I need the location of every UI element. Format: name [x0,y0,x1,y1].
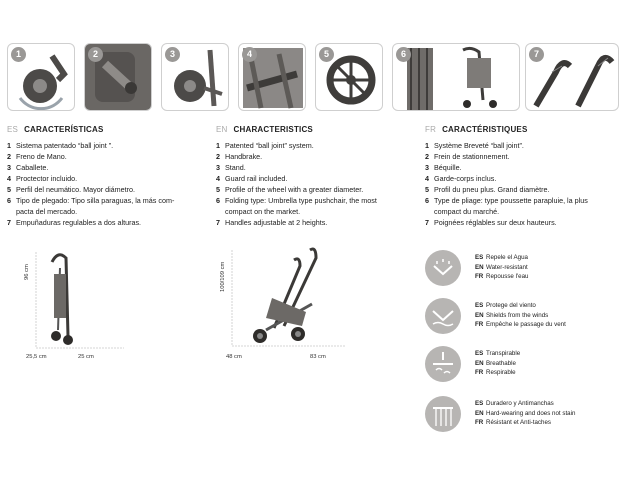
column-title: CARACTÉRISTIQUES [442,125,528,134]
column-title: CARACTERÍSTICAS [24,125,104,134]
list-item: 2 Frein de stationnement. [425,152,510,161]
feature-line: ES Repele el Agua [475,254,528,261]
column-fr [425,125,625,228]
list-item: 2 Freno de Mano. [7,152,67,161]
column-heading [216,125,416,134]
feature-thumbnails [7,43,619,111]
durable-icon [425,396,461,432]
thumb-number: 3 [165,47,180,62]
thumb-number: 2 [88,47,103,62]
lang-code: ES [7,125,19,134]
thumb-handbrake [84,43,152,111]
open-width-label: 48 cm [226,354,242,360]
folded-stroller-icon [393,44,520,111]
column-title: CHARACTERISTICS [233,125,313,134]
thumb-number: 7 [529,47,544,62]
thumb-ball-joint [7,43,75,111]
list-item: 4 Proctector incluido. [7,174,78,183]
list-item: 5 Profile of the wheel with a greater diameter. [216,185,364,194]
folded-depth-label: 25,5 cm [26,354,47,360]
column-es [7,125,207,228]
thumb-number: 4 [242,47,257,62]
feature-line: ES Duradero y Antimanchas [475,400,554,407]
open-height-label: 100/109 cm [220,261,226,292]
thumb-number: 5 [319,47,334,62]
list-item: 5 Perfil del neumático. Mayor diámetro. [7,185,136,194]
list-item: 7 Handles adjustable at 2 heights. [216,218,328,227]
thumb-wheel-profile [315,43,383,111]
feature-line: FR Repousse l'eau [475,273,529,280]
list-item: 1 Sistema patentado “ball joint ”. [7,141,114,150]
column-heading [425,125,625,134]
column-heading [7,125,207,134]
feature-line: FR Résistant et Anti-taches [475,419,552,426]
thumb-stand [161,43,229,111]
lang-code: EN [216,125,228,134]
folded-width-label: 25 cm [78,354,94,360]
feature-line: EN Breathable [475,359,516,367]
list-item: 1 Système Breveté “ball joint”. [425,141,524,150]
open-stroller-drawing [226,246,376,368]
feature-line: FR Empêche le passage du vent [475,321,566,328]
wind-shield-icon [425,298,461,334]
feature-line: EN Water-resistant [475,263,528,271]
list-item: 6 Folding type: Umbrella type pushchair, the most [216,196,377,205]
feature-line: ES Transpirable [475,350,521,357]
list-item: 4 Guard rail included. [216,174,288,183]
feature-line: EN Hard-wearing and does not stain [475,409,576,417]
thumb-folded [392,43,520,111]
lang-code: FR [425,125,437,134]
feature-water-resistant [425,250,615,286]
list-item: 3 Béquille. [425,163,462,172]
feature-list [425,140,625,228]
folded-stroller-drawing [24,248,134,368]
feature-breathable [425,346,615,382]
feature-durable [425,396,615,432]
list-item: 3 Caballete. [7,163,49,172]
list-item: 7 Poignées réglables sur deux hauteurs. [425,218,557,227]
thumb-guard-rail [238,43,306,111]
list-item: 7 Empuñaduras regulables a dos alturas. [7,218,142,227]
list-item: 2 Handbrake. [216,152,263,161]
list-item: pacta del mercado. [16,207,78,216]
thumb-number: 6 [396,47,411,62]
list-item: 3 Stand. [216,163,246,172]
list-item: 4 Garde-corps inclus. [425,174,497,183]
thumb-handles [525,43,619,111]
feature-line: FR Respirable [475,369,516,376]
list-item: 6 Tipo de plegado: Tipo silla paraguas, la más com- [7,196,175,205]
feature-line: ES Protege del viento [475,302,536,309]
list-item: 5 Profil du pneu plus. Grand diamètre. [425,185,550,194]
list-item: 6 Type de pliage: type poussette parapluie, la plus [425,196,588,205]
folded-height-label: 96 cm [24,264,30,280]
list-item: 1 Patented “ball joint” system. [216,141,314,150]
feature-wind-shield [425,298,615,334]
column-en [216,125,416,228]
water-drop-icon [425,250,461,286]
feature-list [7,140,207,228]
open-dimensions-figure [220,246,376,368]
list-item: compact on the market. [225,207,301,216]
folded-dimensions-figure [24,248,134,368]
feature-list [216,140,416,228]
thumb-number: 1 [11,47,26,62]
breathable-icon [425,346,461,382]
feature-line: EN Shields from the winds [475,311,549,319]
open-depth-label: 83 cm [310,354,326,360]
list-item: compact du marché. [434,207,500,216]
